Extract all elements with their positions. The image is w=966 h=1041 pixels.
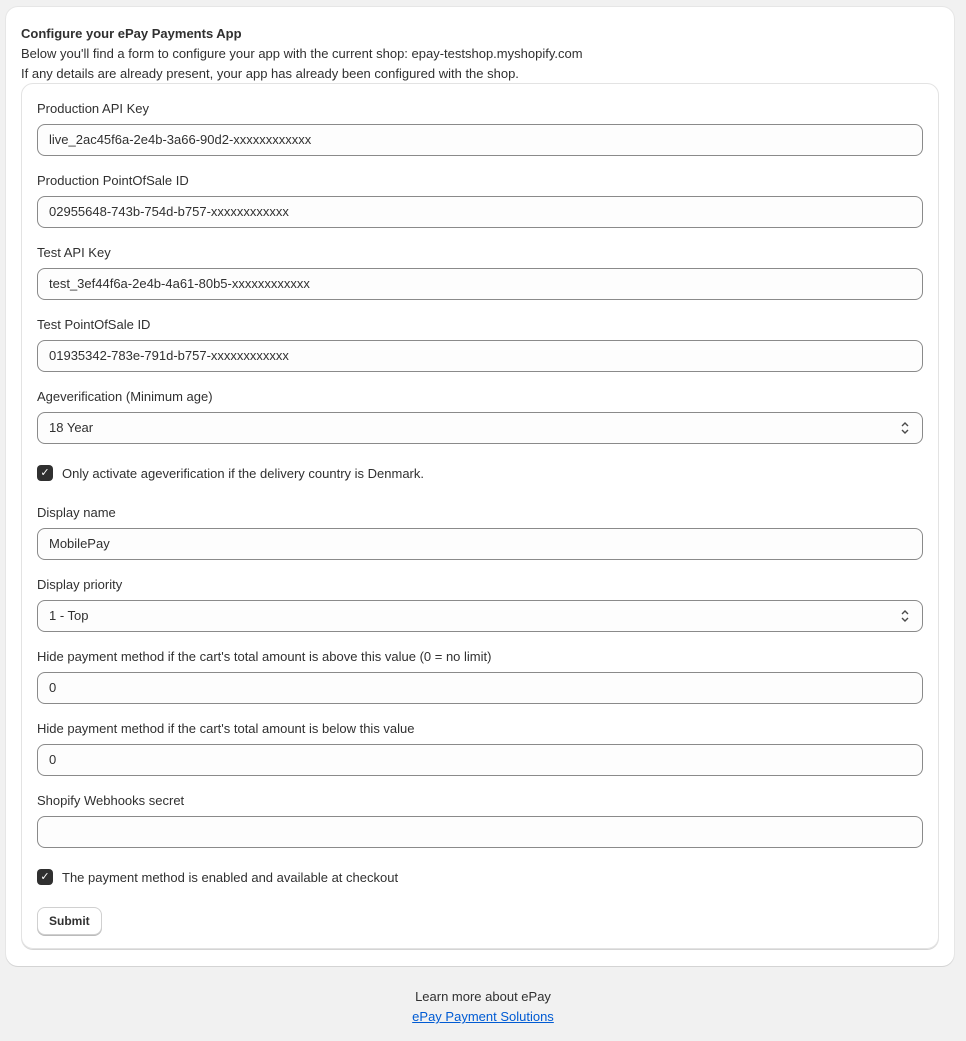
config-form [21,83,939,949]
webhooks-secret-field [37,791,923,848]
denmark-only-checkbox[interactable] [37,465,424,481]
checkbox-label: Only activate ageverification if the delivery country is Denmark. [62,465,424,481]
field-label: Test API Key [37,245,111,260]
test-pos-id-input[interactable]: 01935342-783e-791d-b757-xxxxxxxxxxxx [37,340,923,372]
test-api-key-field [37,243,923,300]
test-pos-id-field [37,315,923,372]
chevron-up-down-icon [900,609,910,623]
submit-button[interactable]: Submit [37,907,102,935]
field-label: Hide payment method if the cart's total amount is below this value [37,721,415,736]
webhooks-secret-input[interactable] [37,816,923,848]
checkbox-label: The payment method is enabled and available at checkout [62,869,399,885]
display-priority-field [37,575,923,632]
display-name-input[interactable]: MobilePay [37,528,923,560]
footer-text: Learn more about ePay [415,989,551,1004]
checkmark-icon: ✓ [37,869,53,885]
max-amount-input[interactable]: 0 [37,672,923,704]
field-label: Test PointOfSale ID [37,317,151,332]
selected-value: 18 Year [49,420,94,435]
field-label: Display priority [37,577,123,592]
field-label: Production API Key [37,101,150,116]
description-configured: If any details are already present, your app has already been configured with the shop. [21,66,519,81]
field-label: Production PointOfSale ID [37,173,189,188]
min-amount-field [37,719,923,776]
config-card [6,7,954,966]
checkmark-icon: ✓ [37,465,53,481]
field-label: Shopify Webhooks secret [37,793,185,808]
production-api-key-field [37,99,923,156]
chevron-up-down-icon [900,421,910,435]
enabled-checkbox[interactable] [37,869,398,885]
min-amount-input[interactable]: 0 [37,744,923,776]
production-pos-id-input[interactable]: 02955648-743b-754d-b757-xxxxxxxxxxxx [37,196,923,228]
ageverification-field [37,387,923,444]
ageverification-select[interactable] [37,412,923,444]
selected-value: 1 - Top [49,608,89,623]
field-label: Display name [37,505,116,520]
display-priority-select[interactable] [37,600,923,632]
display-name-field [37,503,923,560]
production-api-key-input[interactable]: live_2ac45f6a-2e4b-3a66-90d2-xxxxxxxxxxxx [37,124,923,156]
production-pos-id-field [37,171,923,228]
page-title: Configure your ePay Payments App [21,26,242,41]
description-shop: Below you'll find a form to configure your app with the current shop: epay-testshop.myshopify.com [21,46,583,61]
field-label: Hide payment method if the cart's total amount is above this value (0 = no limit) [37,649,492,664]
max-amount-field [37,647,923,704]
epay-link[interactable]: ePay Payment Solutions [412,1009,554,1024]
field-label: Ageverification (Minimum age) [37,389,213,404]
test-api-key-input[interactable]: test_3ef44f6a-2e4b-4a61-80b5-xxxxxxxxxxxx [37,268,923,300]
